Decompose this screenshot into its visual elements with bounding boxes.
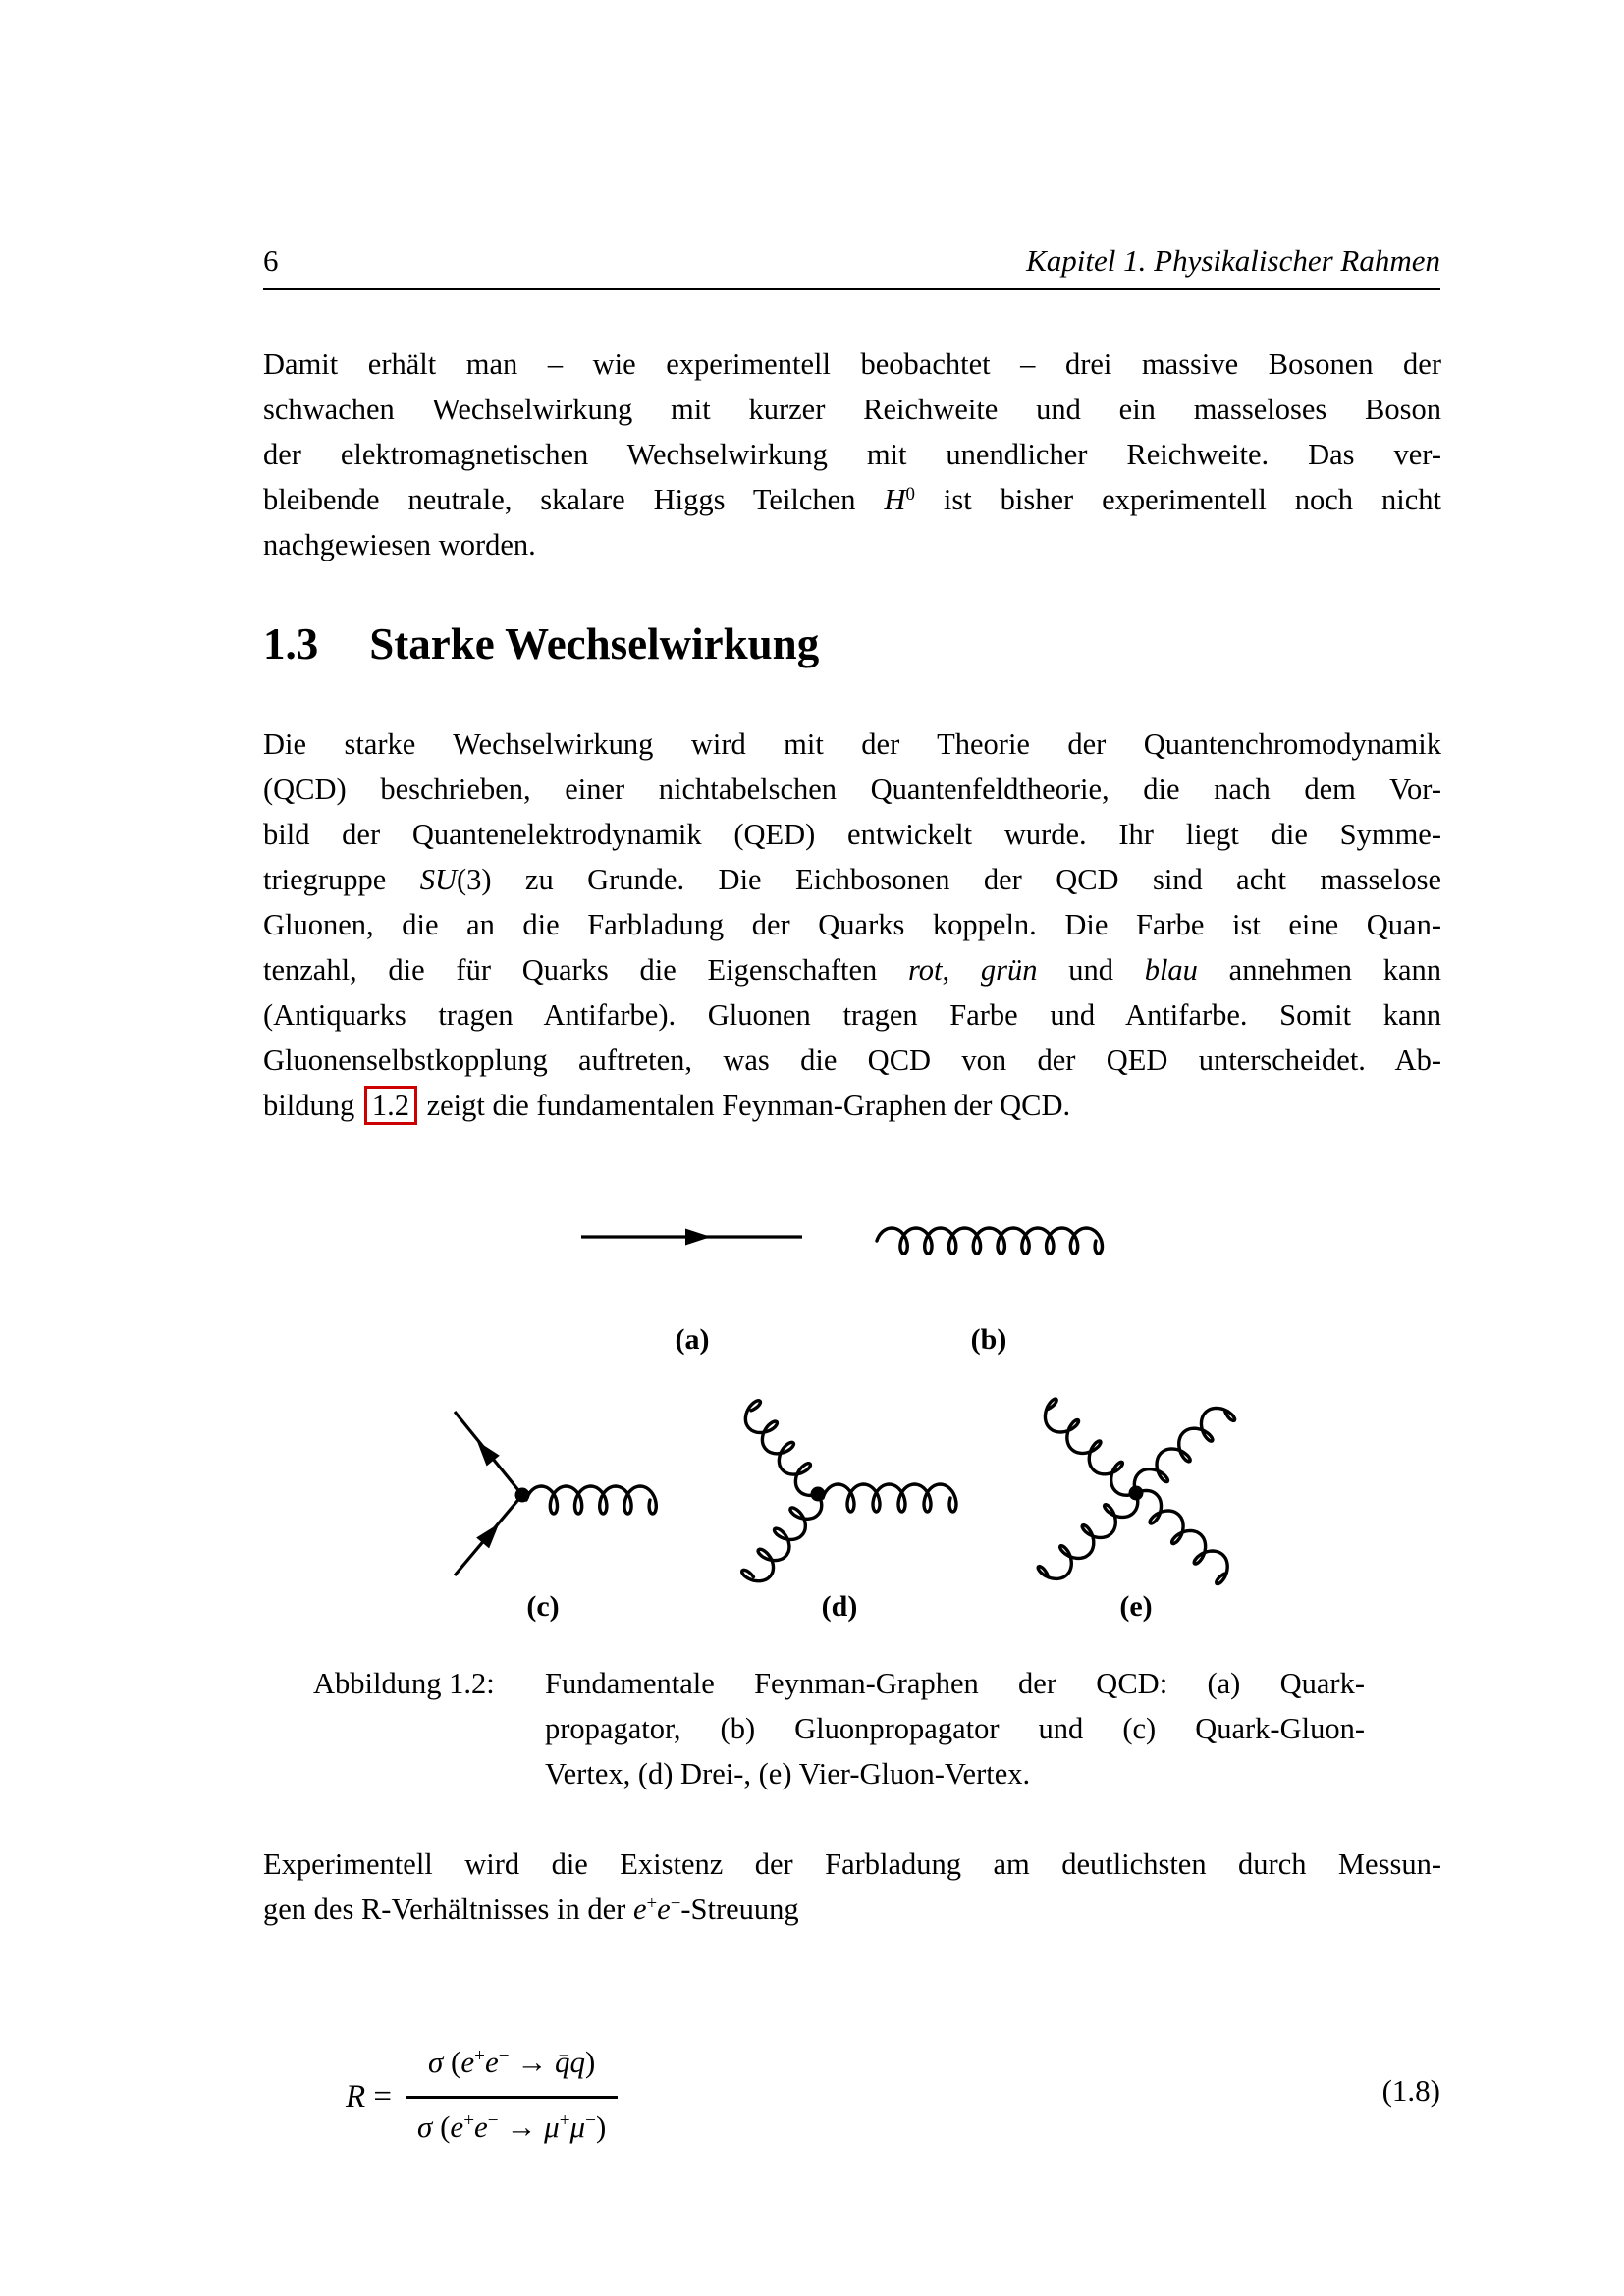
text-segment: Damit erhält man – wie experimentell beobachtet – drei massive Bosonen der	[263, 347, 1441, 381]
text-segment: rot	[908, 953, 943, 987]
text-segment: und	[1037, 953, 1145, 987]
section-number: 1.3	[263, 619, 319, 668]
text-segment: q̄q	[555, 2045, 586, 2079]
text-segment: +	[559, 2110, 570, 2132]
text-segment: nachgewiesen worden.	[263, 528, 536, 561]
text-line	[263, 767, 1441, 812]
text-segment: →	[509, 2045, 556, 2079]
text-segment: -Streuung	[680, 1893, 799, 1926]
equation-number: (1.8)	[1381, 2073, 1440, 2108]
text-segment: blau	[1144, 953, 1198, 987]
text-line	[263, 1038, 1441, 1083]
text-segment: schwachen Wechselwirkung mit kurzer Reichweite und ein masseloses Boson	[263, 393, 1441, 426]
feynman-diagrams-figure	[263, 1178, 1441, 1649]
text-line	[545, 1751, 1365, 1796]
text-segment: zeigt die fundamentalen Feynman-Graphen der QCD.	[418, 1089, 1071, 1122]
text-line	[545, 1706, 1365, 1751]
intro-paragraph	[263, 342, 1441, 567]
text-segment: SU	[419, 863, 457, 896]
text-segment: gen des R-Verhältnisses in der	[263, 1893, 633, 1926]
text-segment: Fundamentale Feynman-Graphen der QCD: (a) Quark-	[545, 1667, 1365, 1700]
text-segment: σ	[417, 2109, 433, 2144]
text-segment: →	[498, 2109, 545, 2144]
text-segment: (3) zu Grunde. Die Eichbosonen der QCD sind acht masselose	[457, 863, 1442, 896]
text-line	[263, 812, 1441, 857]
text-segment: −	[487, 2110, 499, 2132]
text-line	[263, 1083, 1441, 1128]
text-segment: ,	[942, 953, 981, 987]
text-line	[263, 902, 1441, 947]
text-segment: e	[484, 2045, 499, 2079]
text-segment: σ	[427, 2045, 444, 2079]
gluon-coil	[1037, 1398, 1145, 1503]
page-number: 6	[263, 243, 279, 278]
equation-lhs	[346, 2079, 392, 2115]
text-segment: Vertex, (d) Drei-, (e) Vier-Gluon-Vertex.	[545, 1757, 1031, 1790]
text-line	[263, 1887, 1441, 1932]
text-line	[263, 342, 1441, 387]
section-heading	[263, 614, 819, 673]
gluon-coil	[823, 1484, 956, 1512]
figure-caption-label: Abbildung 1.2:	[313, 1667, 495, 1700]
figure-label-b: (b)	[970, 1323, 1007, 1356]
text-segment: R	[346, 2079, 366, 2114]
running-header-chapter: Kapitel 1. Physikalischer Rahmen	[1026, 243, 1440, 278]
text-segment: bildung	[263, 1089, 362, 1122]
figure-label-d: (d)	[821, 1590, 858, 1623]
figure-label-c: (c)	[526, 1590, 560, 1623]
text-segment: −	[670, 1893, 681, 1914]
text-segment: μ	[544, 2109, 560, 2144]
text-segment: +	[463, 2110, 475, 2132]
text-line	[263, 477, 1441, 522]
fermion-arrowhead	[685, 1229, 711, 1246]
text-segment: tenzahl, die für Quarks die Eigenschaften	[263, 953, 909, 987]
figure-ref-link[interactable]: 1.2	[364, 1086, 417, 1125]
text-segment: grün	[980, 953, 1038, 987]
text-segment: e	[657, 1893, 671, 1926]
text-line	[263, 432, 1441, 477]
text-line	[263, 992, 1441, 1038]
equation-fraction	[406, 2034, 618, 2161]
fraction-denominator	[406, 2099, 618, 2161]
gluon-coil	[1127, 1483, 1235, 1584]
text-line	[263, 387, 1441, 432]
section-title: Starke Wechselwirkung	[369, 619, 820, 668]
vertex-dot	[811, 1487, 826, 1502]
text-segment: Gluonen, die an die Farbladung der Quarks koppeln. Die Farbe ist eine Quan-	[263, 908, 1441, 941]
text-line	[263, 522, 1441, 567]
text-segment: bleibende neutrale, skalare Higgs Teilchen	[263, 483, 885, 516]
text-line	[263, 857, 1441, 902]
text-line	[263, 721, 1441, 767]
gluon-coil	[738, 1399, 828, 1502]
body-paragraph	[263, 721, 1441, 1128]
gluon-coil	[877, 1228, 1103, 1254]
vertex-dot	[1129, 1486, 1144, 1501]
text-segment: e	[474, 2109, 488, 2144]
text-segment: H	[884, 483, 906, 516]
figure-label-a: (a)	[675, 1323, 710, 1356]
text-segment: (Antiquarks tragen Antifarbe). Gluonen tragen Farbe und Antifarbe. Somit kann	[263, 998, 1441, 1032]
gluon-coil	[526, 1486, 656, 1514]
text-segment: e	[450, 2109, 464, 2144]
text-segment: bild der Quantenelektrodynamik (QED) entwickelt wurde. Ihr liegt die Symme-	[263, 818, 1441, 851]
text-segment: +	[646, 1893, 658, 1914]
text-segment: )	[595, 2109, 607, 2144]
equation-1-8	[346, 2034, 618, 2161]
text-segment: −	[498, 2046, 510, 2067]
experiment-paragraph	[263, 1842, 1441, 1932]
text-segment: 0	[905, 483, 915, 505]
text-segment: +	[474, 2046, 485, 2067]
fraction-numerator	[416, 2034, 607, 2096]
text-segment: ist bisher experimentell noch nicht	[914, 483, 1441, 516]
text-segment: propagator, (b) Gluonpropagator und (c) Quark-Gluon-	[545, 1712, 1365, 1745]
gluon-coil	[1037, 1483, 1145, 1586]
text-segment: )	[585, 2045, 596, 2079]
text-segment: =	[365, 2079, 393, 2114]
text-segment: Gluonenselbstkopplung auftreten, was die QCD von der QED unterscheidet. Ab-	[263, 1043, 1441, 1077]
figure-caption-text	[545, 1661, 1365, 1796]
figure-label-e: (e)	[1119, 1590, 1153, 1623]
text-segment: der elektromagnetischen Wechselwirkung mit unendlicher Reichweite. Das ver-	[263, 438, 1441, 471]
text-line	[263, 1842, 1441, 1887]
text-segment: Die starke Wechselwirkung wird mit der Theorie der Quantenchromodynamik	[263, 727, 1441, 761]
text-segment: annehmen kann	[1197, 953, 1442, 987]
header-rule	[263, 288, 1440, 290]
text-segment: μ	[569, 2109, 586, 2144]
text-segment: e	[460, 2045, 475, 2079]
text-segment: e	[632, 1893, 647, 1926]
text-segment: triegruppe	[263, 863, 420, 896]
text-line	[545, 1661, 1365, 1706]
text-segment: (	[443, 2045, 461, 2079]
text-segment: (	[432, 2109, 451, 2144]
text-segment: Experimentell wird die Existenz der Farbladung am deutlichsten durch Messun-	[263, 1847, 1441, 1881]
gluon-coil	[1127, 1400, 1236, 1502]
text-segment: −	[585, 2110, 596, 2132]
gluon-coil	[740, 1486, 828, 1588]
vertex-dot	[515, 1488, 530, 1503]
text-segment: (QCD) beschrieben, einer nichtabelschen Quantenfeldtheorie, die nach dem Vor-	[263, 773, 1441, 806]
text-line	[263, 947, 1441, 992]
